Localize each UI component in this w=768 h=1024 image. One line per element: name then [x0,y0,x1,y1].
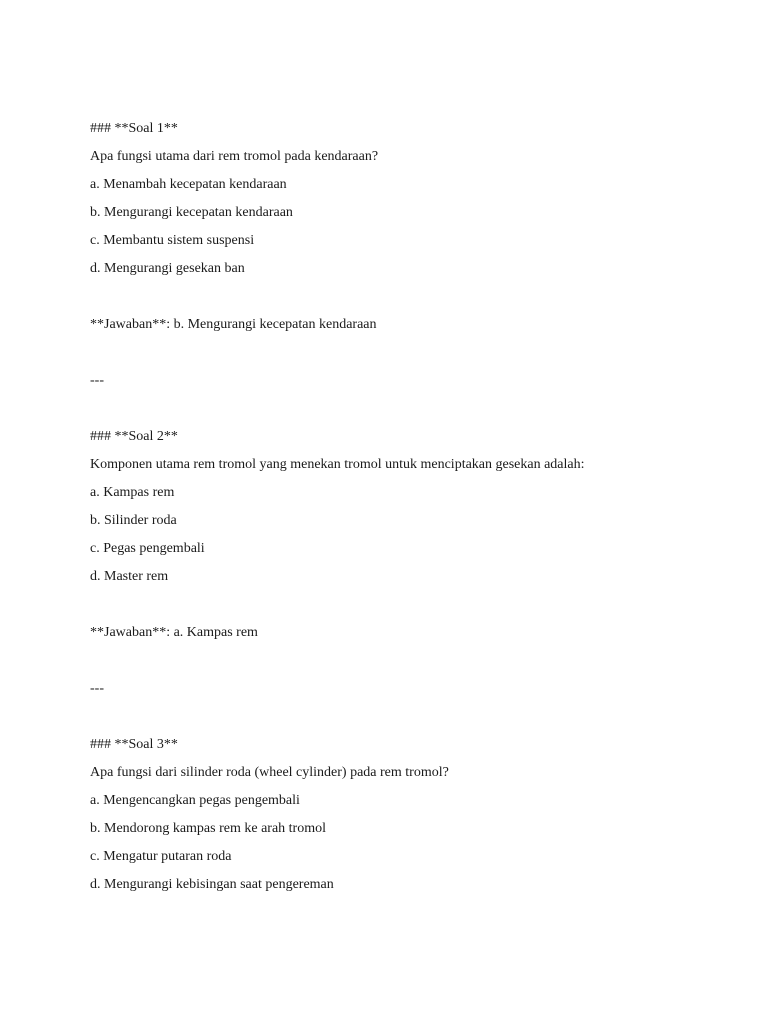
answer-text: **Jawaban**: a. Kampas rem [90,625,258,640]
question-text: Apa fungsi utama dari rem tromol pada kendaraan? [90,149,379,164]
spacer [90,399,710,427]
option-b: b. Silinder roda [90,513,177,528]
option-c: c. Membantu sistem suspensi [90,233,255,248]
answer-text: **Jawaban**: b. Mengurangi kecepatan kendaraan [90,317,377,332]
option-a: a. Mengencangkan pegas pengembali [90,793,300,808]
document-page [90,119,710,903]
separator: --- [90,373,104,388]
question-heading: ### **Soal 2** [90,429,178,444]
option-d: d. Mengurangi gesekan ban [90,261,245,276]
spacer [90,287,710,315]
question-heading: ### **Soal 1** [90,121,178,136]
question-text: Apa fungsi dari silinder roda (wheel cylinder) pada rem tromol? [90,765,449,780]
spacer [90,595,710,623]
option-b: b. Mengurangi kecepatan kendaraan [90,205,293,220]
separator: --- [90,681,104,696]
question-heading: ### **Soal 3** [90,737,178,752]
question-text: Komponen utama rem tromol yang menekan tromol untuk menciptakan gesekan adalah: [90,457,585,472]
option-a: a. Kampas rem [90,485,175,500]
option-a: a. Menambah kecepatan kendaraan [90,177,287,192]
option-b: b. Mendorong kampas rem ke arah tromol [90,821,326,836]
option-c: c. Pegas pengembali [90,541,205,556]
spacer [90,707,710,735]
spacer [90,651,710,679]
option-c: c. Mengatur putaran roda [90,849,232,864]
option-d: d. Master rem [90,569,169,584]
option-d: d. Mengurangi kebisingan saat pengereman [90,877,334,892]
spacer [90,343,710,371]
